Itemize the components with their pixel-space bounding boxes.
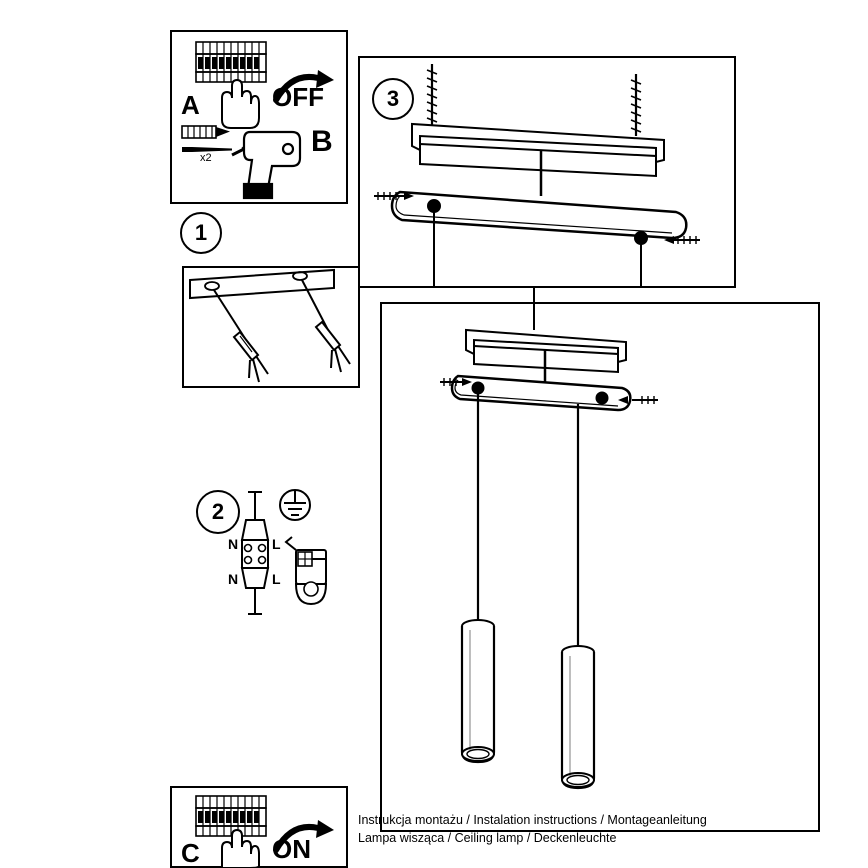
off-label: OFF [272, 82, 324, 112]
step-2-number: 2 [211, 499, 225, 524]
screws-qty-label: x2 [200, 152, 212, 164]
terminal-label-n-bottom: N [228, 571, 239, 587]
caption-line-2: Lampa wisząca / Ceiling lamp / Deckenleuchte [358, 831, 617, 845]
panel-b-label: B [311, 125, 333, 158]
panel-c-label: C [181, 838, 200, 868]
terminal-label-l-top: L [272, 536, 281, 552]
step-1-number: 1 [194, 220, 208, 245]
on-label: ON [272, 834, 311, 864]
pendant-tube-icon [562, 646, 594, 788]
caption-line-1: Instrukcja montażu / Instalation instructions / Montageanleitung [358, 813, 707, 827]
step-3-number: 3 [386, 86, 400, 111]
terminal-label-n-top: N [228, 536, 239, 552]
ceiling-plate-icon [452, 288, 630, 410]
terminal-label-l-bottom: L [272, 571, 281, 587]
panel-a-label: A [181, 90, 200, 120]
pendant-tube-icon [462, 620, 494, 762]
